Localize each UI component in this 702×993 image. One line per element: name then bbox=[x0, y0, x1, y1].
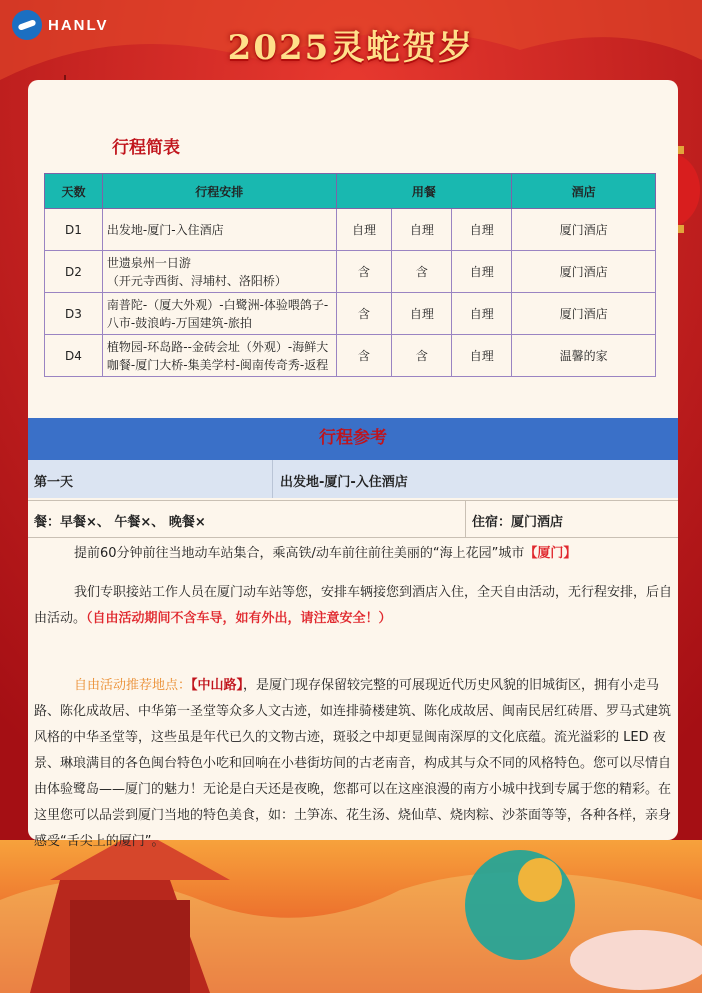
cell-day: D2 bbox=[45, 251, 103, 293]
cell-meal: 自理 bbox=[452, 251, 512, 293]
day-route: 出发地-厦门-入住酒店 bbox=[280, 475, 408, 490]
paragraph-arrival: 我们专职接站工作人员在厦门动车站等您，安排车辆接您到酒店入住，全天自由活动，无行程安排，后自由活动。（自由活动期间不含车导，如有外出，请注意安全！） bbox=[34, 585, 673, 626]
cell-meal: 自理 bbox=[392, 209, 452, 251]
table-header-row bbox=[45, 174, 656, 209]
header-day: 天数 bbox=[45, 174, 103, 209]
cell-meal: 含 bbox=[392, 335, 452, 377]
header-meal: 用餐 bbox=[336, 174, 512, 209]
itinerary-summary-table bbox=[44, 173, 656, 377]
table-row bbox=[45, 293, 656, 335]
header-plan: 行程安排 bbox=[102, 174, 336, 209]
cell-plan: 南普陀-（厦大外观）-白鹭洲-体验喂鸽子- 八市-鼓浪屿-万国建筑-旅拍 bbox=[102, 293, 336, 335]
cell-hotel: 厦门酒店 bbox=[512, 209, 656, 251]
cell-day: D1 bbox=[45, 209, 103, 251]
summary-title: 行程简表 bbox=[112, 138, 180, 158]
day-label: 第一天 bbox=[34, 475, 74, 490]
cell-plan: 世遗泉州一日游 （开元寺西街、浔埔村、洛阳桥） bbox=[102, 251, 336, 293]
cell-day: D3 bbox=[45, 293, 103, 335]
cell-day: D4 bbox=[45, 335, 103, 377]
cell-meal: 含 bbox=[336, 335, 392, 377]
cell-plan: 出发地-厦门-入住酒店 bbox=[102, 209, 336, 251]
table-row bbox=[45, 251, 656, 293]
brand-logo-text: HANLV bbox=[48, 16, 109, 34]
paragraph-departure: 提前60分钟前往当地动车站集合，乘高铁/动车前往前往美丽的“海上花园”城市【厦门】 bbox=[74, 546, 577, 561]
table-row bbox=[45, 335, 656, 377]
reference-title-bar: 行程参考 bbox=[28, 418, 678, 460]
cell-hotel: 温馨的家 bbox=[512, 335, 656, 377]
cell-meal: 自理 bbox=[392, 293, 452, 335]
meal-info: 餐：早餐×、 午餐×、 晚餐× bbox=[34, 515, 206, 530]
stay-info: 住宿：厦门酒店 bbox=[472, 515, 564, 530]
cell-meal: 自理 bbox=[336, 209, 392, 251]
cell-hotel: 厦门酒店 bbox=[512, 251, 656, 293]
cell-meal: 含 bbox=[392, 251, 452, 293]
cell-meal: 含 bbox=[336, 293, 392, 335]
cell-plan: 植物园-环岛路--金砖会址（外观）-海鲜大 咖餐-厦门大桥-集美学村-闽南传奇秀-返程 bbox=[102, 335, 336, 377]
page-title: 2025灵蛇贺岁 bbox=[227, 28, 475, 68]
table-row bbox=[45, 209, 656, 251]
header-hotel: 酒店 bbox=[512, 174, 656, 209]
meal-stay-row bbox=[28, 501, 678, 537]
cell-meal: 自理 bbox=[452, 209, 512, 251]
cell-meal: 自理 bbox=[452, 335, 512, 377]
cell-hotel: 厦门酒店 bbox=[512, 293, 656, 335]
cell-meal: 含 bbox=[336, 251, 392, 293]
day-header-row bbox=[28, 460, 678, 498]
paragraph-recommendation: 自由活动推荐地点：【中山路】，是厦门现存保留较完整的可展现近代历史风貌的旧城街区，拥有小走马路、陈化成故居、中华第一圣堂等众多人文古迹，如连排骑楼建筑、陈化成故居、闽南民居红砖厝、罗马式建筑风格的中华圣堂等，这些虽是年代已久的文物古迹，斑驳之中却更显闽南深厚的文化底蕴。流光溢彩的 LED 夜景、琳琅满目的各色闽台特色小吃和回响在小巷街坊间的古老南音，构成其与众不同的风格特色。您可以尽情自由体验鹭岛——厦门的魅力！无论是白天还是夜晚，您都可以在这座浪漫的南方小城中找到专属于您的精彩。在这里您可以品尝到厦门当地的特色美食，如：土笋冻、花生汤、烧仙草、烧肉粽、沙茶面等等，各种各样，亲身感受“舌尖上的厦门”。 bbox=[34, 678, 672, 849]
cell-meal: 自理 bbox=[452, 293, 512, 335]
